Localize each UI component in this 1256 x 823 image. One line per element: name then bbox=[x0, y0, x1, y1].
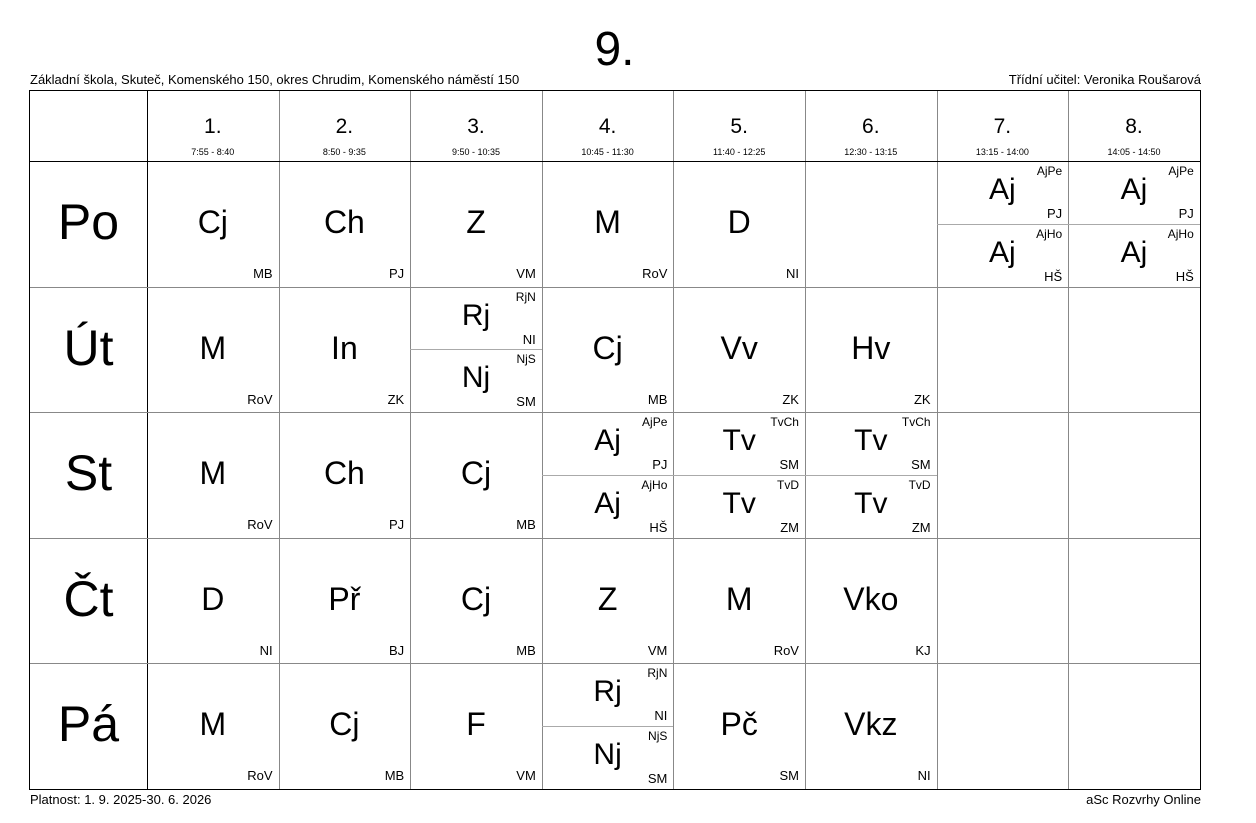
teacher-code: PJ bbox=[389, 266, 405, 281]
period-number: 5. bbox=[730, 115, 748, 138]
lesson-cell[interactable] bbox=[410, 538, 542, 664]
period-header bbox=[805, 91, 937, 161]
lesson-cell[interactable] bbox=[805, 663, 937, 789]
period-time: 13:15 - 14:00 bbox=[975, 147, 1029, 157]
teacher-code: HŠ bbox=[649, 519, 668, 535]
period-number: 6. bbox=[862, 115, 880, 138]
subject-label: In bbox=[331, 329, 358, 366]
lesson-cell[interactable] bbox=[410, 412, 542, 538]
lesson-cell[interactable] bbox=[147, 538, 279, 664]
subject-label: Cj bbox=[592, 329, 623, 366]
lesson-cell[interactable] bbox=[673, 663, 805, 789]
period-time: 12:30 - 13:15 bbox=[844, 147, 898, 157]
day-label: Čt bbox=[63, 570, 114, 627]
period-header bbox=[1068, 91, 1200, 161]
day-label: Po bbox=[57, 194, 120, 250]
teacher-code: SM bbox=[779, 457, 799, 473]
teacher-code: RoV bbox=[773, 642, 799, 658]
subject-label: Aj bbox=[989, 235, 1016, 269]
group-code: AjPe bbox=[642, 415, 668, 430]
subject-label: Př bbox=[328, 580, 361, 617]
period-number: 4. bbox=[598, 115, 617, 138]
period-number: 7. bbox=[993, 115, 1012, 138]
teacher-code: VM bbox=[647, 642, 668, 658]
lesson-cell[interactable] bbox=[673, 412, 805, 538]
day-label: St bbox=[64, 445, 113, 502]
subject-label: Aj bbox=[989, 173, 1016, 206]
subject-label: Vko bbox=[843, 580, 899, 617]
lesson-cell[interactable] bbox=[279, 287, 411, 413]
class-teacher: Třídní učitel: Veronika Roušarová bbox=[1008, 72, 1201, 87]
teacher-code: PJ bbox=[1047, 206, 1063, 221]
teacher-code: ZK bbox=[782, 391, 799, 407]
group-code: RjN bbox=[647, 666, 668, 681]
teacher-code: ZM bbox=[911, 519, 931, 535]
subject-label: Z bbox=[466, 204, 486, 240]
lesson-cell[interactable] bbox=[805, 538, 937, 664]
teacher-code: PJ bbox=[389, 517, 405, 533]
teacher-code: RoV bbox=[247, 768, 273, 784]
group-code: RjN bbox=[515, 289, 536, 304]
teacher-code: MB bbox=[516, 642, 536, 658]
subject-label: M bbox=[199, 329, 227, 366]
subject-label: Tv bbox=[854, 424, 888, 458]
subject-label: Aj bbox=[1120, 235, 1148, 269]
split-divider bbox=[542, 726, 674, 727]
teacher-code: MB bbox=[384, 768, 405, 784]
subject-label: Cj bbox=[197, 204, 228, 240]
teacher-code: NI bbox=[785, 266, 799, 281]
subject-label: Pč bbox=[720, 706, 758, 743]
lesson-cell[interactable] bbox=[805, 412, 937, 538]
split-divider bbox=[542, 475, 674, 476]
period-number: 8. bbox=[1125, 115, 1143, 138]
teacher-code: VM bbox=[516, 768, 536, 784]
teacher-code: SM bbox=[647, 771, 668, 787]
teacher-code: BJ bbox=[389, 642, 405, 658]
school-name: Základní škola, Skuteč, Komenského 150, okres Chrudim, Komenského náměstí 150 bbox=[30, 72, 520, 87]
teacher-code: ZM bbox=[780, 519, 799, 535]
lesson-cell[interactable] bbox=[147, 287, 279, 413]
split-divider bbox=[937, 224, 1069, 225]
page-title: 9. bbox=[594, 23, 635, 76]
period-header bbox=[147, 91, 279, 161]
lesson-cell[interactable] bbox=[542, 412, 674, 538]
subject-label: Vkz bbox=[844, 706, 898, 743]
group-code: AjHo bbox=[1167, 226, 1194, 241]
teacher-code: PJ bbox=[1178, 206, 1194, 221]
validity-text: Platnost: 1. 9. 2025-30. 6. 2026 bbox=[30, 792, 212, 807]
subject-label: Rj bbox=[461, 298, 491, 332]
group-code: NjS bbox=[648, 729, 668, 744]
teacher-code: SM bbox=[779, 768, 799, 784]
subject-label: Ch bbox=[323, 204, 365, 240]
brand-text: aSc Rozvrhy Online bbox=[1086, 792, 1201, 807]
period-time: 11:40 - 12:25 bbox=[713, 147, 766, 157]
teacher-code: VM bbox=[516, 266, 536, 281]
teacher-code: RoV bbox=[247, 391, 273, 407]
subject-label: Rj bbox=[593, 675, 622, 709]
subject-label: Cj bbox=[329, 706, 360, 743]
teacher-code: HŠ bbox=[1044, 268, 1063, 284]
lesson-cell[interactable] bbox=[279, 663, 411, 789]
teacher-code: MB bbox=[516, 517, 536, 533]
subject-label: D bbox=[201, 580, 225, 617]
teacher-code: MB bbox=[253, 266, 273, 281]
teacher-code: NI bbox=[654, 708, 668, 724]
teacher-code: NI bbox=[917, 768, 931, 784]
subject-label: Aj bbox=[594, 424, 621, 458]
lesson-cell[interactable] bbox=[542, 538, 674, 664]
teacher-code: PJ bbox=[652, 457, 668, 473]
subject-label: Aj bbox=[1120, 173, 1148, 206]
lesson-cell[interactable] bbox=[147, 663, 279, 789]
day-label: Út bbox=[63, 319, 114, 376]
teacher-code: MB bbox=[647, 391, 668, 407]
subject-label: Hv bbox=[851, 329, 891, 366]
lesson-cell[interactable] bbox=[673, 538, 805, 664]
group-code: TvCh bbox=[770, 415, 799, 430]
subject-label: M bbox=[199, 706, 227, 743]
period-number: 3. bbox=[467, 115, 485, 138]
teacher-code: NI bbox=[259, 642, 273, 658]
group-code: AjHo bbox=[1036, 226, 1063, 241]
lesson-cell[interactable] bbox=[542, 663, 674, 789]
lesson-cell[interactable] bbox=[542, 161, 674, 287]
split-divider bbox=[410, 349, 542, 350]
subject-label: Nj bbox=[593, 738, 622, 772]
split-divider bbox=[805, 475, 937, 476]
lesson-cell[interactable] bbox=[279, 161, 411, 287]
period-header bbox=[937, 91, 1069, 161]
period-time: 8:50 - 9:35 bbox=[322, 147, 366, 157]
group-code: TvD bbox=[776, 477, 799, 492]
teacher-code: NI bbox=[522, 331, 536, 347]
subject-label: M bbox=[725, 580, 753, 617]
lesson-cell[interactable] bbox=[147, 412, 279, 538]
period-time: 7:55 - 8:40 bbox=[191, 147, 235, 157]
subject-label: M bbox=[594, 204, 621, 240]
lesson-cell[interactable] bbox=[805, 287, 937, 413]
split-divider bbox=[1068, 224, 1200, 225]
subject-label: Tv bbox=[722, 486, 756, 520]
timetable-grid bbox=[29, 90, 1201, 790]
teacher-code: KJ bbox=[915, 642, 931, 658]
teacher-code: RoV bbox=[247, 517, 273, 533]
subject-label: Cj bbox=[460, 455, 492, 492]
group-code: NjS bbox=[516, 352, 536, 367]
lesson-cell[interactable] bbox=[410, 287, 542, 413]
split-divider bbox=[673, 475, 805, 476]
period-header bbox=[542, 91, 674, 161]
period-time: 10:45 - 11:30 bbox=[581, 147, 634, 157]
period-time: 9:50 - 10:35 bbox=[451, 147, 500, 157]
teacher-code: HŠ bbox=[1175, 268, 1194, 284]
lesson-cell[interactable] bbox=[673, 161, 805, 287]
subject-label: Z bbox=[597, 580, 618, 617]
lesson-cell[interactable] bbox=[410, 663, 542, 789]
period-header bbox=[673, 91, 805, 161]
lesson-cell[interactable] bbox=[673, 287, 805, 413]
lesson-cell[interactable] bbox=[542, 287, 674, 413]
subject-label: Cj bbox=[460, 580, 492, 617]
lesson-cell[interactable] bbox=[937, 161, 1069, 287]
subject-label: F bbox=[466, 706, 486, 743]
period-header bbox=[410, 91, 542, 161]
subject-label: Tv bbox=[854, 486, 888, 520]
lesson-cell[interactable] bbox=[279, 412, 411, 538]
teacher-code: ZK bbox=[387, 391, 405, 407]
teacher-code: RoV bbox=[642, 266, 668, 281]
group-code: AjHo bbox=[641, 477, 668, 492]
group-code: AjPe bbox=[1168, 164, 1194, 178]
group-code: AjPe bbox=[1036, 164, 1063, 178]
subject-label: M bbox=[199, 455, 227, 492]
period-number: 2. bbox=[335, 115, 354, 138]
period-header bbox=[279, 91, 411, 161]
period-number: 1. bbox=[204, 115, 222, 138]
subject-label: Nj bbox=[461, 361, 491, 395]
lesson-cell[interactable] bbox=[1068, 161, 1200, 287]
group-code: TvCh bbox=[901, 415, 931, 430]
lesson-cell[interactable] bbox=[147, 161, 279, 287]
subject-label: Vv bbox=[720, 329, 758, 366]
subject-label: Aj bbox=[594, 486, 621, 520]
teacher-code: SM bbox=[911, 457, 931, 473]
subject-label: D bbox=[727, 204, 751, 240]
lesson-cell[interactable] bbox=[410, 161, 542, 287]
teacher-code: SM bbox=[516, 394, 536, 410]
subject-label: Tv bbox=[722, 424, 756, 458]
teacher-code: ZK bbox=[913, 391, 931, 407]
period-time: 14:05 - 14:50 bbox=[1107, 147, 1161, 157]
day-label: Pá bbox=[57, 696, 120, 753]
lesson-cell[interactable] bbox=[279, 538, 411, 664]
subject-label: Ch bbox=[323, 455, 365, 492]
group-code: TvD bbox=[908, 477, 931, 492]
